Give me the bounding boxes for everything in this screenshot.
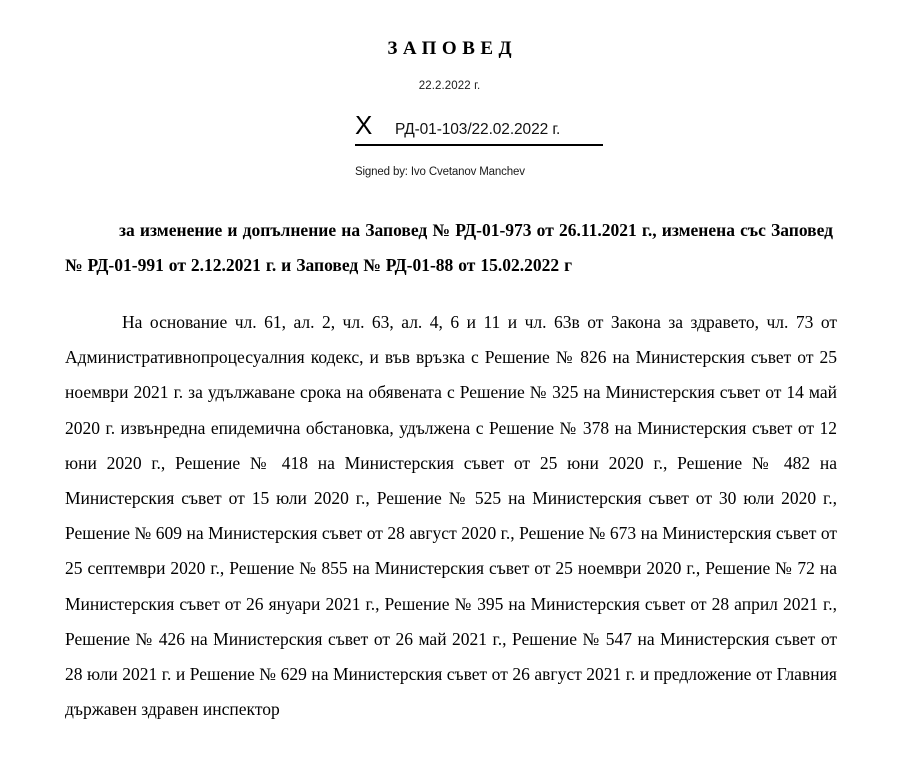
document-body-paragraph: На основание чл. 61, ал. 2, чл. 63, ал. 4, 6 и 11 и чл. 63в от Закона за здравето, чл. 73 от Административнопроцесуалния кодекс, и във връзка с Решение № 826 на Министерския съвет от 25 ноември 2021 г. за удължаване срока на обявената с Решение № 325 на Министерския съвет от 14 май 2020 г. извънредна епидемична обстановка, удължена с Решение № 378 на Министерския съвет от 12 юни 2020 г., Решение № 418 на Министерския съвет от 25 юни 2020 г., Решение № 482 на Министерския съвет от 15 юли 2020 г., Решение № 525 на Министерския съвет от 30 юли 2020 г., Решение № 609 на Министерския съвет от 28 август 2020 г., Решение № 673 на Министерския съвет от 25 септември 2020 г., Решение № 855 на Министерския съвет от 25 ноември 2020 г., Решение № 72 на Министерския съвет от 26 януари 2021 г., Решение № 395 на Министерския съвет от 28 април 2021 г., Решение № 426 на Министерския съвет от 26 май 2021 г., Решение № 547 на Министерския съвет от 28 юли 2021 г. и Решение № 629 на Министерския съвет от 26 август 2021 г. и предложение от Главния държавен здравен инспектор <box>65 312 837 720</box>
document-date-stamp: 22.2.2022 г. <box>418 80 481 92</box>
digital-signature-block <box>355 112 603 178</box>
page-title: ЗАПОВЕД <box>387 38 518 59</box>
document-subtitle: за изменение и допълнение на Заповед № РД-01-973 от 26.11.2021 г., изменена със Заповед № РД-01-991 от 2.12.2021 г. и Заповед № РД-01-88 от 15.02.2022 г <box>65 220 833 275</box>
signature-x-mark-icon: X <box>355 110 373 140</box>
signature-field[interactable] <box>355 112 603 142</box>
signed-by-label: Signed by: Ivo Cvetanov Manchev <box>355 166 525 178</box>
signature-reference-number: РД-01-103/22.02.2022 г. <box>395 121 561 138</box>
signature-underline <box>355 144 603 146</box>
